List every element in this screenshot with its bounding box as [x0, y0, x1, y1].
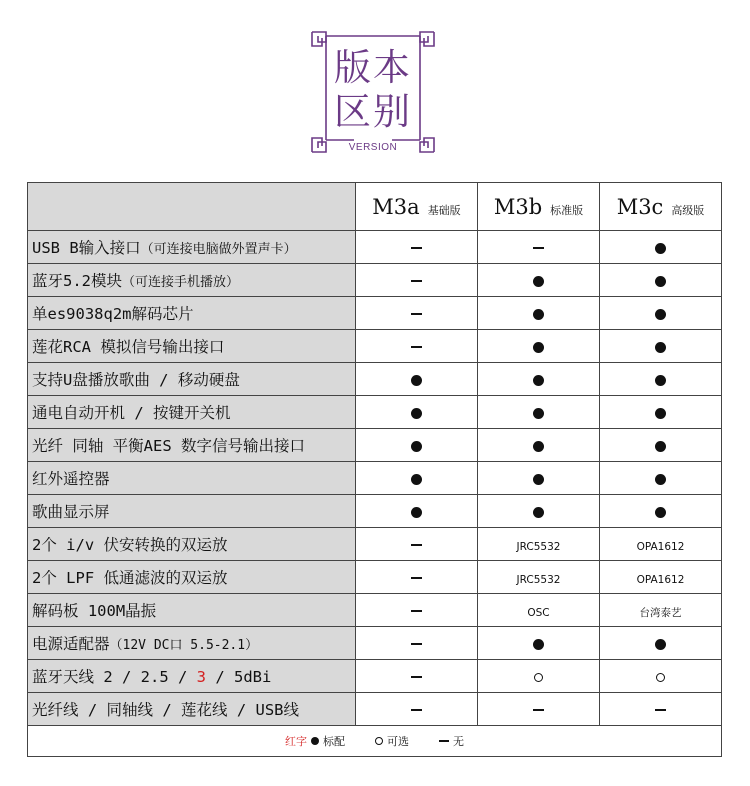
feature-note: （12V DC口 5.5-2.1）	[109, 638, 259, 653]
dash-icon	[411, 280, 422, 282]
value-cell	[356, 693, 478, 726]
model-tier: 基础版	[427, 203, 461, 217]
value-cell	[356, 396, 478, 429]
feature-cell	[28, 297, 356, 330]
model-tier: 标准版	[550, 203, 584, 217]
value-cell	[356, 660, 478, 693]
filled-dot-icon	[533, 507, 544, 518]
filled-dot-icon	[533, 342, 544, 353]
table-row	[28, 363, 722, 396]
feature-label: 光纤线 / 同轴线 / 莲花线 / USB线	[32, 701, 299, 719]
feature-cell	[28, 462, 356, 495]
value-cell	[600, 330, 722, 363]
value-text: 台湾泰艺	[639, 606, 682, 619]
filled-dot-icon	[655, 309, 666, 320]
value-cell	[600, 528, 722, 561]
value-cell	[600, 627, 722, 660]
feature-label: 2个 LPF 低通滤波的双运放	[32, 569, 228, 587]
filled-dot-icon	[533, 639, 544, 650]
dash-icon	[411, 313, 422, 315]
filled-dot-icon	[533, 375, 544, 386]
feature-cell	[28, 231, 356, 264]
legend-row	[28, 726, 722, 757]
dash-icon	[439, 740, 449, 742]
value-cell	[478, 693, 600, 726]
value-cell	[600, 264, 722, 297]
table-row	[28, 462, 722, 495]
value-cell	[356, 297, 478, 330]
feature-label: 红外遥控器	[32, 470, 110, 488]
dash-icon	[411, 676, 422, 678]
feature-cell	[28, 594, 356, 627]
dash-icon	[411, 577, 422, 579]
value-cell	[600, 297, 722, 330]
feature-label: 2个 i/v 伏安转换的双运放	[32, 536, 228, 554]
value-cell	[478, 363, 600, 396]
table-row	[28, 297, 722, 330]
table-row	[28, 561, 722, 594]
value-cell	[356, 495, 478, 528]
legend-optional-label: 可选	[387, 735, 409, 748]
value-cell	[478, 462, 600, 495]
filled-dot-icon	[411, 408, 422, 419]
filled-dot-icon	[655, 441, 666, 452]
value-cell	[600, 429, 722, 462]
table-row	[28, 627, 722, 660]
filled-dot-icon	[655, 474, 666, 485]
value-cell	[600, 660, 722, 693]
legend-none-label: 无	[453, 735, 464, 748]
legend-red-text: 红字	[285, 735, 307, 748]
value-cell	[356, 363, 478, 396]
value-cell	[356, 264, 478, 297]
table-row	[28, 594, 722, 627]
feature-cell	[28, 264, 356, 297]
value-text: JRC5532	[516, 573, 561, 586]
feature-label: 通电自动开机 / 按键开关机	[32, 404, 231, 422]
filled-dot-icon	[655, 408, 666, 419]
table-row	[28, 231, 722, 264]
value-cell	[600, 561, 722, 594]
filled-dot-icon	[311, 737, 319, 745]
table-row	[28, 495, 722, 528]
value-cell	[600, 231, 722, 264]
dash-icon	[411, 610, 422, 612]
table-row	[28, 693, 722, 726]
dash-icon	[411, 709, 422, 711]
value-cell	[600, 594, 722, 627]
table-body	[28, 231, 722, 726]
value-cell	[356, 627, 478, 660]
value-text: OSC	[527, 606, 550, 619]
value-cell	[478, 627, 600, 660]
filled-dot-icon	[655, 243, 666, 254]
value-cell	[356, 528, 478, 561]
value-cell	[478, 231, 600, 264]
feature-highlight: 3	[196, 668, 206, 686]
dash-icon	[411, 643, 422, 645]
filled-dot-icon	[411, 375, 422, 386]
feature-cell	[28, 495, 356, 528]
table-row	[28, 264, 722, 297]
feature-note: （可连接电脑做外置声卡）	[140, 242, 297, 257]
feature-label: 歌曲显示屏	[32, 503, 110, 521]
legend-standard-label: 标配	[323, 735, 345, 748]
feature-label: 莲花RCA 模拟信号输出接口	[32, 338, 225, 356]
model-name: M3c	[616, 194, 664, 219]
value-cell	[356, 231, 478, 264]
feature-label: 蓝牙5.2模块	[32, 272, 122, 290]
value-cell	[478, 396, 600, 429]
legend	[285, 733, 464, 749]
table-row	[28, 528, 722, 561]
filled-dot-icon	[655, 276, 666, 287]
value-cell	[478, 528, 600, 561]
model-name: M3b	[493, 194, 543, 219]
feature-cell	[28, 693, 356, 726]
filled-dot-icon	[533, 309, 544, 320]
value-cell	[356, 561, 478, 594]
feature-note: （可连接手机播放）	[122, 275, 240, 290]
dash-icon	[411, 346, 422, 348]
model-header-m3c	[600, 183, 722, 231]
feature-cell	[28, 396, 356, 429]
value-cell	[356, 429, 478, 462]
hollow-circle-icon	[656, 673, 665, 682]
value-cell	[356, 594, 478, 627]
table-row	[28, 330, 722, 363]
filled-dot-icon	[533, 474, 544, 485]
version-badge	[308, 28, 438, 156]
value-cell	[478, 561, 600, 594]
filled-dot-icon	[411, 507, 422, 518]
feature-label: USB B输入接口	[32, 239, 141, 257]
value-cell	[356, 462, 478, 495]
badge-title-line2: 区别	[334, 90, 412, 133]
value-cell	[478, 297, 600, 330]
dash-icon	[655, 709, 666, 711]
filled-dot-icon	[655, 639, 666, 650]
feature-label: 支持U盘播放歌曲 / 移动硬盘	[32, 371, 240, 389]
value-text: OPA1612	[636, 540, 685, 553]
feature-cell	[28, 330, 356, 363]
model-name: M3a	[372, 194, 420, 219]
table-header-row	[28, 183, 722, 231]
dash-icon	[533, 709, 544, 711]
value-cell	[478, 330, 600, 363]
model-header-m3b	[478, 183, 600, 231]
filled-dot-icon	[655, 375, 666, 386]
feature-label: 解码板 100M晶振	[32, 602, 157, 620]
filled-dot-icon	[655, 342, 666, 353]
value-cell	[600, 462, 722, 495]
feature-label: 光纤 同轴 平衡AES 数字信号输出接口	[32, 437, 305, 455]
model-tier: 高级版	[671, 203, 705, 217]
feature-cell	[28, 561, 356, 594]
version-comparison-table	[27, 182, 722, 757]
dash-icon	[533, 247, 544, 249]
hollow-circle-icon	[375, 737, 383, 745]
model-header-m3a	[356, 183, 478, 231]
dash-icon	[411, 247, 422, 249]
value-cell	[600, 396, 722, 429]
value-cell	[478, 429, 600, 462]
filled-dot-icon	[533, 408, 544, 419]
value-text: JRC5532	[516, 540, 561, 553]
value-cell	[600, 363, 722, 396]
value-cell	[478, 660, 600, 693]
feature-cell	[28, 627, 356, 660]
value-cell	[600, 495, 722, 528]
value-cell	[478, 495, 600, 528]
dash-icon	[411, 544, 422, 546]
feature-label: 蓝牙天线 2 / 2.5 /	[32, 668, 197, 686]
feature-cell	[28, 660, 356, 693]
table-row	[28, 429, 722, 462]
feature-cell	[28, 528, 356, 561]
filled-dot-icon	[655, 507, 666, 518]
value-cell	[478, 594, 600, 627]
value-cell	[356, 330, 478, 363]
filled-dot-icon	[411, 441, 422, 452]
table-row	[28, 396, 722, 429]
feature-label: 单es9038q2m解码芯片	[32, 305, 194, 323]
value-cell	[600, 693, 722, 726]
feature-column-header	[28, 183, 356, 231]
filled-dot-icon	[533, 276, 544, 287]
feature-cell	[28, 429, 356, 462]
feature-tail: / 5dBi	[206, 668, 272, 686]
badge-subtitle: VERSION	[348, 142, 398, 153]
value-text: OPA1612	[636, 573, 685, 586]
filled-dot-icon	[411, 474, 422, 485]
table-row	[28, 660, 722, 693]
badge-title-line1: 版本	[334, 46, 412, 89]
feature-cell	[28, 363, 356, 396]
hollow-circle-icon	[534, 673, 543, 682]
legend-cell	[28, 726, 722, 757]
filled-dot-icon	[533, 441, 544, 452]
feature-label: 电源适配器	[32, 635, 110, 653]
value-cell	[478, 264, 600, 297]
